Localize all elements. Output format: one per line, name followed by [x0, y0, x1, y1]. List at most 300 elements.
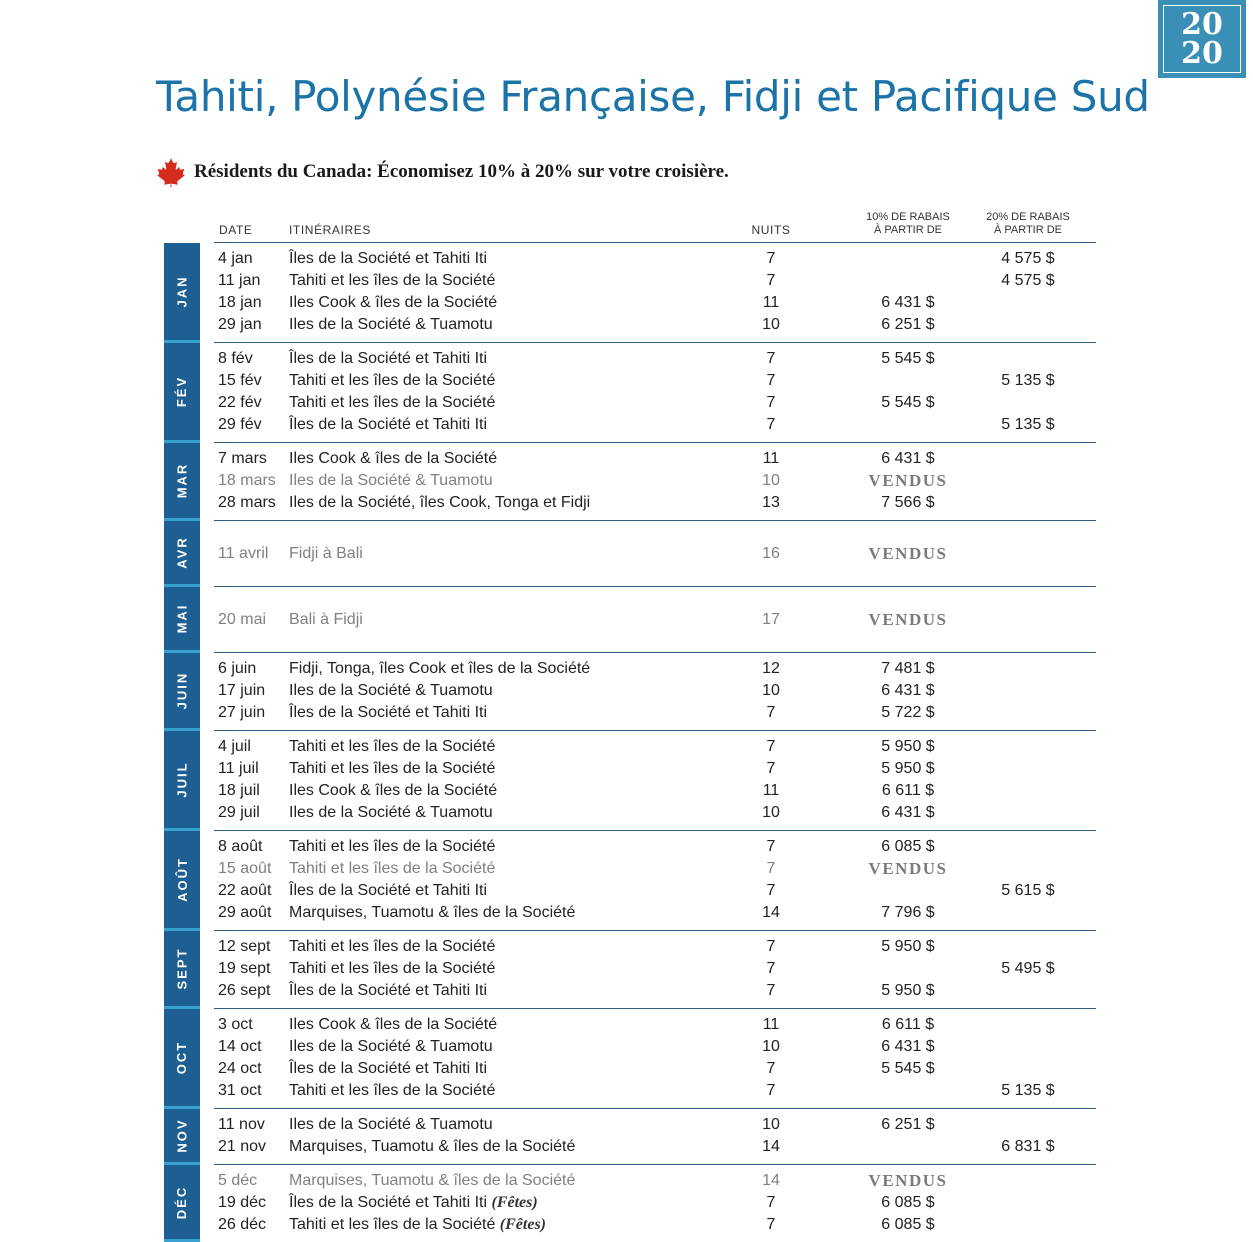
itinerary-text: Iles de la Société & Tuamotu: [289, 682, 493, 699]
table-row: [214, 1214, 1096, 1236]
table-row: [214, 802, 1096, 824]
nights: [749, 780, 793, 802]
nights-text: 10: [762, 804, 780, 821]
itinerary: [289, 292, 497, 314]
nights-text: 11: [762, 1016, 780, 1033]
sailing-date: [218, 448, 267, 470]
table-row: [214, 902, 1096, 924]
sailing-date-text: 19 déc: [218, 1194, 267, 1211]
maple-leaf-icon: [156, 157, 186, 187]
itinerary-text: Iles Cook & îles de la Société: [289, 450, 498, 467]
sold-out-label: VENDUS: [868, 471, 948, 490]
month-label-text: MAI: [174, 603, 190, 634]
itinerary: [289, 270, 495, 292]
sailing-date-text: 7 mars: [218, 450, 267, 467]
nights: [749, 414, 793, 436]
sailing-date: [218, 880, 271, 902]
month-rows: [214, 731, 1096, 831]
table-row: [214, 248, 1096, 270]
nights-text: 10: [762, 1038, 780, 1055]
itinerary: [289, 958, 495, 980]
sailing-date-text: 22 fév: [218, 394, 262, 411]
rebate-10-price-text: 5 950 $: [881, 738, 935, 755]
itinerary: [289, 1058, 487, 1080]
rebate-20-price: [963, 370, 1093, 392]
nights: [749, 448, 793, 470]
itinerary-text: Tahiti et les îles de la Société: [289, 838, 496, 855]
header-itinerary: ITINÉRAIRES: [289, 223, 371, 237]
month-label-text: JUIL: [174, 761, 190, 798]
rebate-10-price: [843, 802, 973, 824]
month-group: [164, 343, 1096, 443]
sailing-date-text: 8 fév: [218, 350, 253, 367]
itinerary: [289, 858, 495, 880]
sailing-date-text: 11 avril: [218, 544, 269, 562]
itinerary: [289, 414, 487, 436]
rebate-10-price-text: 7 796 $: [881, 904, 935, 921]
itinerary: [289, 492, 590, 514]
sailing-date: [218, 292, 262, 314]
nights-text: 7: [766, 1194, 776, 1211]
month-rows: [214, 521, 1096, 587]
nights: [749, 980, 793, 1002]
sailing-date: [218, 270, 260, 292]
table-row: [214, 492, 1096, 514]
itinerary-text: Iles de la Société & Tuamotu: [289, 1038, 493, 1055]
month-rows: [214, 653, 1096, 731]
nights-text: 7: [766, 760, 776, 777]
sailing-date-text: 17 juin: [218, 682, 266, 699]
nights-text: 7: [766, 938, 776, 955]
rebate-10-price: [843, 1214, 973, 1236]
rebate-20-price-text: 6 831 $: [1001, 1138, 1055, 1155]
sailing-date: [218, 802, 260, 824]
nights-text: 7: [766, 982, 776, 999]
nights: [749, 1014, 793, 1036]
nights-text: 7: [766, 372, 776, 389]
year-badge-line2: 20: [1181, 36, 1223, 71]
itinerary-text: Îles de la Société et Tahiti Iti: [289, 416, 488, 433]
nights-text: 7: [766, 250, 776, 267]
header-rebate-10: [843, 211, 973, 237]
month-label-text: FÉV: [174, 375, 190, 408]
sailing-date: [218, 414, 262, 436]
table-row: [214, 414, 1096, 436]
table-header: [214, 205, 1096, 243]
itinerary-text: Îles de la Société et Tahiti Iti: [289, 1060, 488, 1077]
sailing-date: [218, 609, 266, 631]
rebate-10-price: [843, 543, 973, 566]
table-row: [214, 702, 1096, 724]
rebate-20-price-text: 5 135 $: [1001, 416, 1055, 433]
nights-text: 7: [766, 394, 776, 411]
header-rebate-20-line2: À PARTIR DE: [993, 224, 1063, 236]
rebate-10-price-text: 6 251 $: [881, 1116, 935, 1133]
table-row: [214, 370, 1096, 392]
rebate-10-price: [843, 902, 973, 924]
sailing-date: [218, 736, 251, 758]
table-row: [214, 958, 1096, 980]
itinerary: [289, 780, 497, 802]
nights: [749, 758, 793, 780]
holiday-note: (Fêtes): [499, 1216, 546, 1233]
sailing-date: [218, 470, 276, 492]
itinerary-text: Iles de la Société & Tuamotu: [289, 1116, 493, 1133]
month-label-text: OCT: [174, 1040, 190, 1075]
nights-text: 7: [766, 1082, 776, 1099]
rebate-10-price: [843, 736, 973, 758]
rebate-10-price: [843, 858, 973, 881]
sailing-date: [218, 902, 271, 924]
table-row: [214, 1136, 1096, 1158]
sailing-date-text: 31 oct: [218, 1082, 262, 1099]
rebate-10-price: [843, 980, 973, 1002]
month-label: [164, 931, 200, 1009]
itinerary: [289, 348, 487, 370]
itinerary-text: Îles de la Société et Tahiti Iti: [289, 350, 488, 367]
rebate-10-price-text: 6 431 $: [881, 1038, 935, 1055]
itinerary: [289, 836, 495, 858]
sailing-date-text: 18 mars: [218, 472, 276, 489]
nights-text: 7: [766, 738, 776, 755]
rebate-20-price-text: 4 575 $: [1001, 250, 1055, 267]
rebate-10-price-text: 6 431 $: [881, 682, 935, 699]
month-label: [164, 443, 200, 521]
rebate-10-price: [843, 1192, 973, 1214]
rebate-10-price-text: 5 545 $: [881, 1060, 935, 1077]
table-row: [214, 1192, 1096, 1214]
month-label: [164, 1165, 200, 1242]
month-rows: [214, 343, 1096, 443]
header-rebate-10-line1: 10% DE RABAIS: [866, 211, 950, 223]
itinerary-text: Îles de la Société et Tahiti Iti: [289, 1194, 488, 1211]
itinerary-text: Îles de la Société et Tahiti Iti: [289, 250, 488, 267]
table-row: [214, 936, 1096, 958]
itinerary-text: Iles de la Société & Tuamotu: [289, 472, 493, 489]
table-row: [214, 1058, 1096, 1080]
sailing-date-text: 11 jan: [218, 272, 261, 289]
rebate-10-price-text: 6 431 $: [881, 450, 935, 467]
sailing-date-text: 14 oct: [218, 1038, 262, 1055]
itinerary: [289, 1036, 493, 1058]
nights-text: 11: [762, 294, 780, 311]
itinerary: [289, 1114, 493, 1136]
nights-text: 13: [762, 494, 780, 511]
sailing-date-text: 24 oct: [218, 1060, 262, 1077]
nights: [749, 1080, 793, 1102]
rebate-10-price: [843, 680, 973, 702]
itinerary-text: Iles Cook & îles de la Société: [289, 782, 498, 799]
itinerary: [289, 936, 495, 958]
sailing-date: [218, 543, 268, 565]
header-date: DATE: [219, 223, 253, 237]
page-title: Tahiti, Polynésie Française, Fidji et Pacifique Sud: [156, 72, 1150, 121]
table-row: [214, 292, 1096, 314]
nights: [749, 348, 793, 370]
sailing-date-text: 18 jan: [218, 294, 262, 311]
rebate-10-price: [843, 1114, 973, 1136]
table-row: [214, 348, 1096, 370]
sailing-date-text: 11 nov: [218, 1116, 265, 1133]
itinerary-text: Tahiti et les îles de la Société: [289, 760, 496, 777]
rebate-10-price-text: 6 085 $: [881, 838, 935, 855]
month-label-text: JUIN: [174, 671, 190, 710]
nights: [749, 802, 793, 824]
rebate-10-price-text: 5 545 $: [881, 350, 935, 367]
header-nights: NUITS: [751, 223, 791, 237]
nights-text: 7: [766, 272, 776, 289]
sailing-date-text: 28 mars: [218, 494, 276, 511]
rebate-10-price: [843, 492, 973, 514]
table-row: [214, 880, 1096, 902]
itinerary-text: Marquises, Tuamotu & îles de la Société: [289, 1172, 576, 1189]
sailing-date: [218, 492, 276, 514]
rebate-10-price: [843, 1036, 973, 1058]
itinerary: [289, 1080, 495, 1102]
itinerary: [289, 1136, 575, 1158]
nights-text: 7: [766, 1216, 776, 1233]
nights-text: 11: [762, 450, 780, 467]
table-row: [214, 780, 1096, 802]
table-row: [214, 1170, 1096, 1192]
month-group: [164, 931, 1096, 1009]
subtitle-text: Résidents du Canada: Économisez 10% à 20% sur votre croisière.: [194, 161, 729, 182]
itinerary-text: Tahiti et les îles de la Société: [289, 960, 496, 977]
rebate-10-price-text: 5 545 $: [881, 394, 935, 411]
table-row: [214, 1036, 1096, 1058]
nights: [749, 958, 793, 980]
itinerary-text: Marquises, Tuamotu & îles de la Société: [289, 904, 576, 921]
nights: [749, 1058, 793, 1080]
nights: [749, 470, 793, 492]
sailing-date: [218, 836, 262, 858]
rebate-10-price-text: 6 611 $: [881, 1016, 935, 1033]
sailing-date: [218, 1080, 262, 1102]
itinerary-text: Marquises, Tuamotu & îles de la Société: [289, 1138, 576, 1155]
month-label: [164, 653, 200, 731]
table-row: [214, 314, 1096, 336]
sailing-date: [218, 758, 259, 780]
month-group: [164, 443, 1096, 521]
rebate-10-price: [843, 702, 973, 724]
sailing-date-text: 22 août: [218, 882, 272, 899]
nights-text: 12: [762, 660, 780, 677]
itinerary: [289, 758, 495, 780]
month-group: [164, 831, 1096, 931]
header-rebate-20: [963, 211, 1093, 237]
nights-text: 17: [762, 610, 780, 628]
sailing-date: [218, 858, 271, 880]
month-group: [164, 653, 1096, 731]
rebate-10-price-text: 5 950 $: [881, 760, 935, 777]
month-label: [164, 521, 200, 587]
rebate-10-price-text: 6 431 $: [881, 804, 935, 821]
table-row: [214, 980, 1096, 1002]
itinerary: [289, 702, 487, 724]
sold-out-label: VENDUS: [868, 1171, 948, 1190]
month-rows: [214, 1009, 1096, 1109]
month-rows: [214, 931, 1096, 1009]
nights-text: 16: [762, 544, 780, 562]
month-rows: [214, 243, 1096, 343]
rebate-10-price-text: 7 566 $: [881, 494, 935, 511]
month-rows: [214, 831, 1096, 931]
table-row: [214, 609, 1096, 631]
nights: [749, 936, 793, 958]
sailing-date-text: 21 nov: [218, 1138, 267, 1155]
subtitle: [156, 158, 729, 186]
itinerary: [289, 314, 493, 336]
sailing-date-text: 6 juin: [218, 660, 257, 677]
rebate-10-price-text: 5 722 $: [881, 704, 935, 721]
rebate-10-price-text: 6 611 $: [881, 782, 935, 799]
rebate-10-price: [843, 470, 973, 493]
sold-out-label: VENDUS: [868, 609, 948, 629]
month-label: [164, 587, 200, 653]
sailing-date: [218, 1136, 266, 1158]
rebate-10-price: [843, 1014, 973, 1036]
itinerary-text: Tahiti et les îles de la Société: [289, 738, 496, 755]
itinerary-text: Fidji à Bali: [289, 544, 363, 562]
header-rebate-20-line1: 20% DE RABAIS: [986, 211, 1070, 223]
rebate-20-price: [963, 880, 1093, 902]
month-label-text: NOV: [174, 1118, 190, 1153]
rebate-10-price-text: 6 085 $: [881, 1216, 935, 1233]
nights: [749, 1114, 793, 1136]
nights: [749, 492, 793, 514]
sailing-date-text: 27 juin: [218, 704, 266, 721]
year-badge: [1158, 0, 1246, 78]
itinerary-text: Tahiti et les îles de la Société: [289, 1082, 496, 1099]
rebate-20-price-text: 5 135 $: [1001, 1082, 1055, 1099]
nights: [749, 543, 793, 565]
nights-text: 14: [762, 1172, 780, 1189]
rebate-10-price-text: 7 481 $: [881, 660, 935, 677]
sailing-date: [218, 1214, 266, 1236]
itinerary: [289, 609, 363, 631]
nights: [749, 392, 793, 414]
rebate-20-price: [963, 1080, 1093, 1102]
itinerary: [289, 680, 493, 702]
table-row: [214, 858, 1096, 880]
itinerary-text: Tahiti et les îles de la Société: [289, 860, 496, 877]
sailing-date: [218, 248, 253, 270]
sailing-date: [218, 1036, 262, 1058]
rebate-10-price: [843, 314, 973, 336]
itinerary-text: Fidji, Tonga, îles Cook et îles de la Société: [289, 660, 591, 677]
sailing-date-text: 12 sept: [218, 938, 271, 955]
nights-text: 10: [762, 682, 780, 699]
rebate-10-price: [843, 658, 973, 680]
rebate-10-price: [843, 609, 973, 632]
sold-out-label: VENDUS: [868, 859, 948, 878]
nights: [749, 1192, 793, 1214]
itinerary-text: Tahiti et les îles de la Société: [289, 394, 496, 411]
month-group: [164, 587, 1096, 653]
itinerary-text: Tahiti et les îles de la Société: [289, 1216, 496, 1233]
sailing-date-text: 18 juil: [218, 782, 260, 799]
nights: [749, 1036, 793, 1058]
nights-text: 7: [766, 1060, 776, 1077]
itinerary: [289, 1014, 497, 1036]
month-label: [164, 1109, 200, 1165]
rebate-20-price-text: 5 495 $: [1001, 960, 1055, 977]
table-row: [214, 680, 1096, 702]
nights: [749, 836, 793, 858]
sailing-date-text: 5 déc: [218, 1172, 258, 1189]
rebate-10-price: [843, 392, 973, 414]
nights-text: 7: [766, 860, 776, 877]
month-group: [164, 1165, 1096, 1242]
sailing-date: [218, 980, 270, 1002]
month-group: [164, 731, 1096, 831]
itinerary: [289, 1214, 546, 1236]
nights-text: 7: [766, 838, 776, 855]
sailing-date-text: 29 juil: [218, 804, 260, 821]
nights: [749, 248, 793, 270]
rebate-10-price-text: 6 251 $: [881, 316, 935, 333]
holiday-note: (Fêtes): [491, 1194, 538, 1211]
table-row: [214, 543, 1096, 565]
nights: [749, 314, 793, 336]
sailing-date-text: 4 juil: [218, 738, 251, 755]
nights: [749, 1170, 793, 1192]
rebate-20-price: [963, 270, 1093, 292]
rebate-20-price-text: 5 615 $: [1001, 882, 1055, 899]
nights-text: 10: [762, 316, 780, 333]
nights: [749, 270, 793, 292]
itinerary-text: Tahiti et les îles de la Société: [289, 938, 496, 955]
sailing-date-text: 19 sept: [218, 960, 271, 977]
sailing-date: [218, 680, 265, 702]
header-rebate-10-line2: À PARTIR DE: [873, 224, 943, 236]
month-label-text: JAN: [174, 275, 190, 308]
sailing-date: [218, 958, 270, 980]
table-row: [214, 1014, 1096, 1036]
nights: [749, 680, 793, 702]
rebate-10-price: [843, 780, 973, 802]
itinerary-text: Iles Cook & îles de la Société: [289, 294, 498, 311]
itinerary: [289, 1192, 538, 1214]
sailing-date-text: 29 fév: [218, 416, 262, 433]
itinerary: [289, 902, 575, 924]
month-label-text: AVR: [174, 536, 190, 569]
itinerary: [289, 880, 487, 902]
nights: [749, 880, 793, 902]
sailing-date-text: 29 jan: [218, 316, 262, 333]
table-row: [214, 758, 1096, 780]
rebate-20-price: [963, 1136, 1093, 1158]
table-row: [214, 392, 1096, 414]
itinerary-text: Îles de la Société et Tahiti Iti: [289, 982, 488, 999]
rebate-10-price: [843, 836, 973, 858]
month-label: [164, 343, 200, 443]
nights-text: 7: [766, 416, 776, 433]
month-groups: [164, 243, 1096, 1242]
rebate-20-price: [963, 958, 1093, 980]
sailings-table: [164, 205, 1096, 1242]
nights-text: 11: [762, 782, 780, 799]
rebate-10-price-text: 5 950 $: [881, 938, 935, 955]
table-row: [214, 736, 1096, 758]
rebate-10-price: [843, 292, 973, 314]
itinerary-text: Tahiti et les îles de la Société: [289, 372, 496, 389]
sailing-date-text: 26 sept: [218, 982, 271, 999]
itinerary-text: Îles de la Société et Tahiti Iti: [289, 704, 488, 721]
month-group: [164, 1009, 1096, 1109]
sailing-date: [218, 780, 260, 802]
table-row: [214, 658, 1096, 680]
